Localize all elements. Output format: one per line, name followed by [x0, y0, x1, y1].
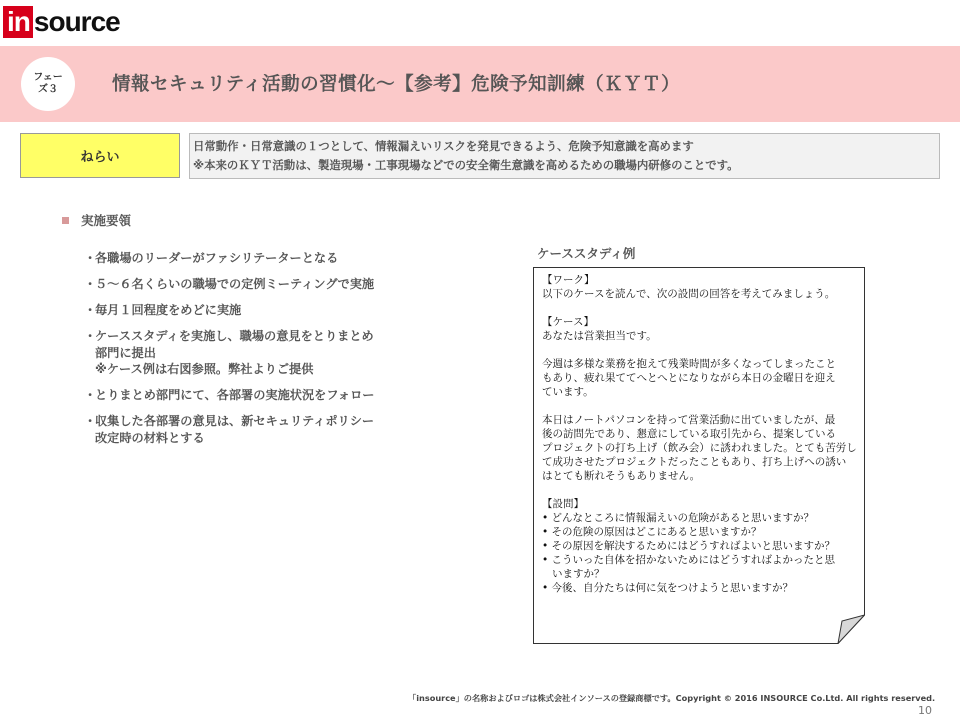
question-bullet-icon: • [542, 526, 552, 538]
question-text: 今後、自分たちは何に気をつけようと思いますか？ [551, 582, 794, 594]
phase-label-line2: ズ３ [38, 84, 58, 95]
work-text: 以下のケースを読んで、次の設問の回答を考えてみましょう。 [542, 288, 836, 300]
paragraph-line: 本日はノートパソコンを持って営業活動に出ていましたが、最 [542, 414, 836, 426]
paragraph-line: て成功させたプロジェクトだったこともあり、打ち上げへの誘い [542, 456, 847, 468]
question-line [542, 567, 860, 581]
implementation-item [84, 413, 444, 446]
implementation-item-line: ケーススタディを実施し、職場の意見をとりまとめ [95, 329, 374, 343]
questions-heading: 【設問】 [542, 498, 584, 510]
phase-badge [21, 57, 75, 111]
paragraph-line: ています。 [542, 386, 594, 398]
implementation-title: 実施要領 [81, 213, 132, 228]
bullet-dot-icon: ・ [84, 388, 97, 402]
implementation-item-line: 改定時の材料とする [95, 430, 205, 445]
question-bullet-icon: • [542, 554, 552, 566]
paragraph-line: 後の訪問先であり、懇意にしている取引先から、提案している [542, 428, 836, 440]
implementation-item-line: ５～６名くらいの職場での定例ミーティングで実施 [95, 277, 375, 291]
bullet-dot-icon: ・ [84, 329, 97, 343]
page-title: 情報セキュリティ活動の習慣化～【参考】危険予知訓練（ＫＹＴ） [112, 74, 681, 95]
aim-label: ねらい [20, 133, 180, 178]
section-square-icon [62, 217, 69, 224]
questions-block [542, 497, 860, 595]
bullet-dot-icon: ・ [84, 277, 97, 291]
case-study-body [542, 273, 860, 595]
question-text: その原因を解決するためにはどうすればよいと思いますか？ [551, 540, 836, 552]
implementation-item-line: 毎月１回程度をめどに実施 [95, 303, 242, 317]
question-text: どんなところに情報漏えいの危険があると思いますか？ [551, 512, 815, 524]
implementation-item-line: とりまとめ部門にて、各部署の実施状況をフォロー [95, 388, 375, 402]
implementation-item-line: ※ケース例は右図参照。弊社よりご提供 [95, 362, 314, 376]
case-study-card [533, 267, 865, 644]
bullet-dot-icon: ・ [84, 303, 97, 317]
bullet-dot-icon: ・ [84, 251, 97, 265]
implementation-item [84, 250, 444, 267]
implementation-list [84, 250, 444, 456]
implementation-item-line: 各職場のリーダーがファシリテーターとなる [95, 251, 339, 265]
bullet-dot-icon: ・ [84, 414, 97, 428]
question-line [542, 511, 860, 525]
question-line [542, 581, 860, 595]
paragraph-line: プロジェクトの打ち上げ（飲み会）に誘われました。とても苦労し [542, 442, 857, 454]
questions-list [542, 511, 860, 595]
logo-highlight: in [3, 6, 33, 38]
implementation-item [84, 302, 444, 319]
question-text: いますか？ [552, 568, 605, 580]
page-number: 10 [918, 704, 932, 717]
logo-text: source [33, 6, 120, 37]
question-text: その危険の原因はどこにあると思いますか？ [551, 526, 762, 538]
question-line [542, 539, 860, 553]
case-heading: 【ケース】 [542, 316, 594, 328]
work-heading: 【ワーク】 [542, 274, 595, 286]
implementation-heading [62, 211, 131, 229]
question-bullet-icon: • [542, 512, 552, 524]
implementation-item [84, 387, 444, 404]
implementation-item-line: 部門に提出 [95, 345, 156, 360]
footer-trademark-note: 「insource」の名称およびロゴは株式会社インソースの登録商標です。Copyright © 2016 INSOURCE Co.Ltd. All rights reserved. [408, 693, 936, 703]
aim-line-2: ※本来のＫＹＴ活動は、製造現場・工事現場などでの安全衛生意識を高めるための職場内研修のことです。 [193, 158, 739, 172]
case-paragraph-1 [542, 357, 860, 399]
question-bullet-icon: • [542, 582, 552, 594]
aim-description [189, 133, 940, 179]
paragraph-line: もあり、疲れ果ててへとへとになりながら本日の金曜日を迎え [542, 372, 836, 384]
question-line [542, 553, 860, 567]
insource-logo [3, 6, 120, 38]
case-text: あなたは営業担当です。 [542, 330, 657, 342]
question-line [542, 525, 860, 539]
aim-line-1: 日常動作・日常意識の１つとして、情報漏えいリスクを発見できるよう、危険予知意識を高めます [193, 139, 694, 153]
case-paragraph-2 [542, 413, 860, 483]
implementation-item-line: 収集した各部署の意見は、新セキュリティポリシー [95, 414, 375, 428]
question-bullet-icon: • [542, 540, 552, 552]
case-study-title: ケーススタディ例 [537, 246, 636, 261]
paragraph-line: 今週は多様な業務を抱えて残業時間が多くなってしまったこと [542, 358, 836, 370]
paragraph-line: はとても断れそうもありません。 [542, 470, 701, 482]
implementation-item [84, 276, 444, 293]
phase-label-line1: フェー [33, 72, 63, 83]
implementation-item [84, 328, 444, 378]
question-text: こういった自体を招かないためにはどうすればよかったと思 [551, 554, 836, 566]
